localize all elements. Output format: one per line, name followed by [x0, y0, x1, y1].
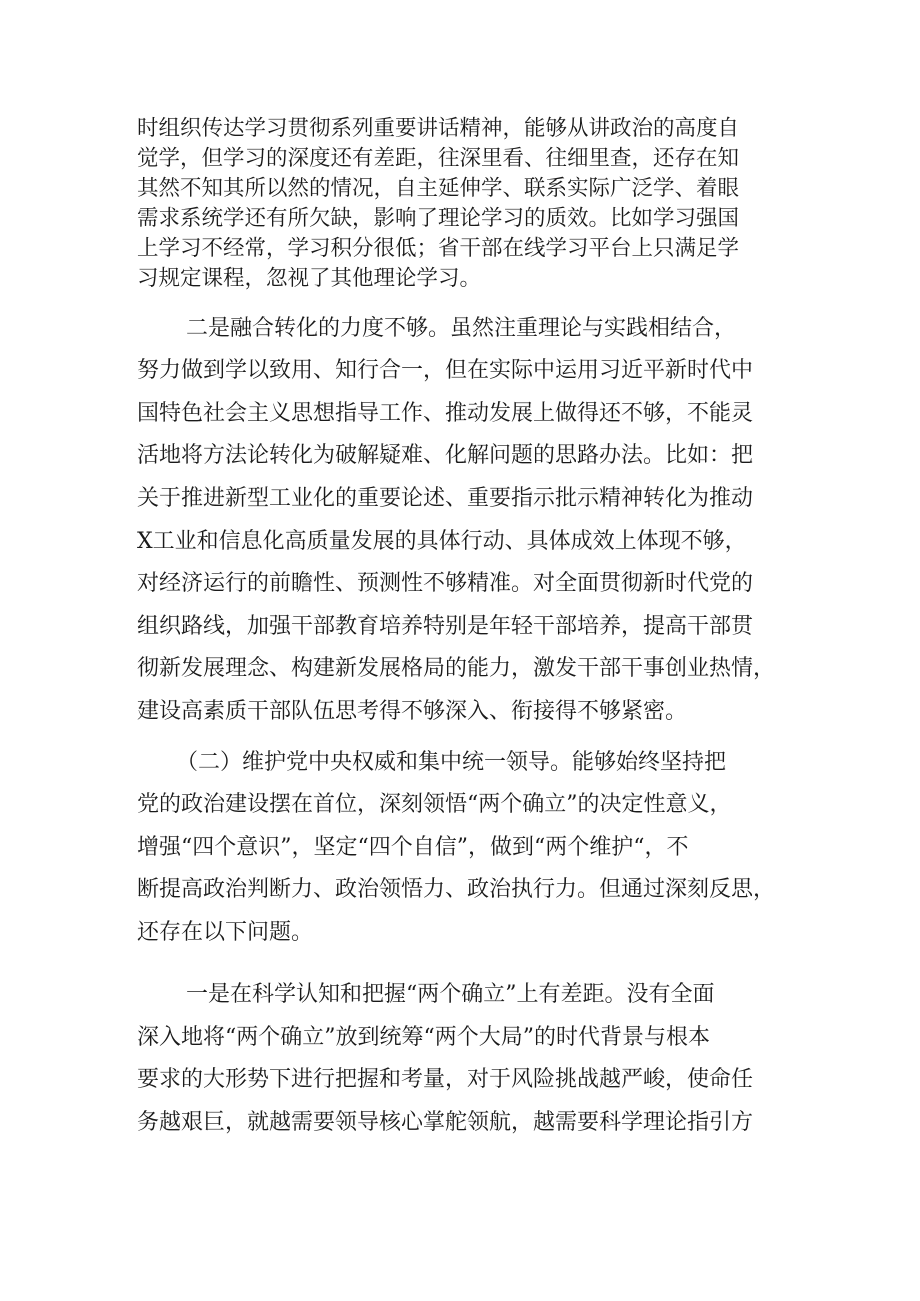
- text-line: 务越艰巨，就越需要领导核心掌舵领航，越需要科学理论指引方: [137, 1110, 754, 1135]
- text-line: 上学习不经常，学习积分很低；省干部在线学习平台上只满足学: [137, 236, 740, 261]
- text-line: 建设高素质干部队伍思考得不够深入、衔接得不够紧密。: [137, 699, 688, 724]
- text-line: 增强“四个意识”，坚定“四个自信”，做到“两个维护“，不: [137, 835, 689, 860]
- text-line: 组织路线，加强干部教育培养特别是年轻干部培养，提高干部贯: [137, 614, 754, 639]
- text-line: 其然不知其所以然的情况，自主延伸学、联系实际广泛学、着眼: [137, 176, 740, 201]
- text-line: 一是在科学认知和把握“两个确立”上有差距。没有全面: [186, 982, 715, 1007]
- text-line: 国特色社会主义思想指导工作、推动发展上做得还不够，不能灵: [137, 401, 754, 426]
- text-line: 努力做到学以致用、知行合一，但在实际中运用习近平新时代中: [137, 358, 754, 383]
- text-line: 活地将方法论转化为破解疑难、化解问题的思路办法。比如：把: [137, 443, 754, 468]
- section-heading-line: （二）维护党中央权威和集中统一领导。能够始终坚持把: [176, 750, 727, 775]
- text-line: 党的政治建设摆在首位，深刻领悟“两个确立”的决定性意义，: [137, 792, 732, 817]
- text-line: 觉学，但学习的深度还有差距，往深里看、往细里查，还存在知: [137, 146, 740, 171]
- text-line: 关于推进新型工业化的重要论述、重要指示批示精神转化为推动: [137, 486, 754, 511]
- text-line: 要求的大形势下进行把握和考量，对于风险挑战越严峻，使命任: [137, 1067, 754, 1092]
- text-line: X工业和信息化高质量发展的具体行动、具体成效上体现不够，: [137, 529, 747, 554]
- text-line: 彻新发展理念、构建新发展格局的能力，激发干部干事创业热情，: [137, 656, 776, 681]
- text-line: 对经济运行的前瞻性、预测性不够精准。对全面贯彻新时代党的: [137, 571, 754, 596]
- text-line: 时组织传达学习贯彻系列重要讲话精神，能够从讲政治的高度自: [137, 116, 740, 141]
- text-line: 需求系统学还有所欠缺，影响了理论学习的质效。比如学习强国: [137, 206, 740, 231]
- text-line: 深入地将“两个确立”放到统筹“两个大局”的时代背景与根本: [137, 1025, 710, 1050]
- text-line: 断提高政治判断力、政治领悟力、政治执行力。但通过深刻反思，: [137, 877, 776, 902]
- text-line: 二是融合转化的力度不够。虽然注重理论与实践相结合，: [186, 316, 737, 341]
- text-line: 习规定课程，忽视了其他理论学习。: [137, 266, 482, 291]
- text-line: 还存在以下问题。: [137, 920, 314, 945]
